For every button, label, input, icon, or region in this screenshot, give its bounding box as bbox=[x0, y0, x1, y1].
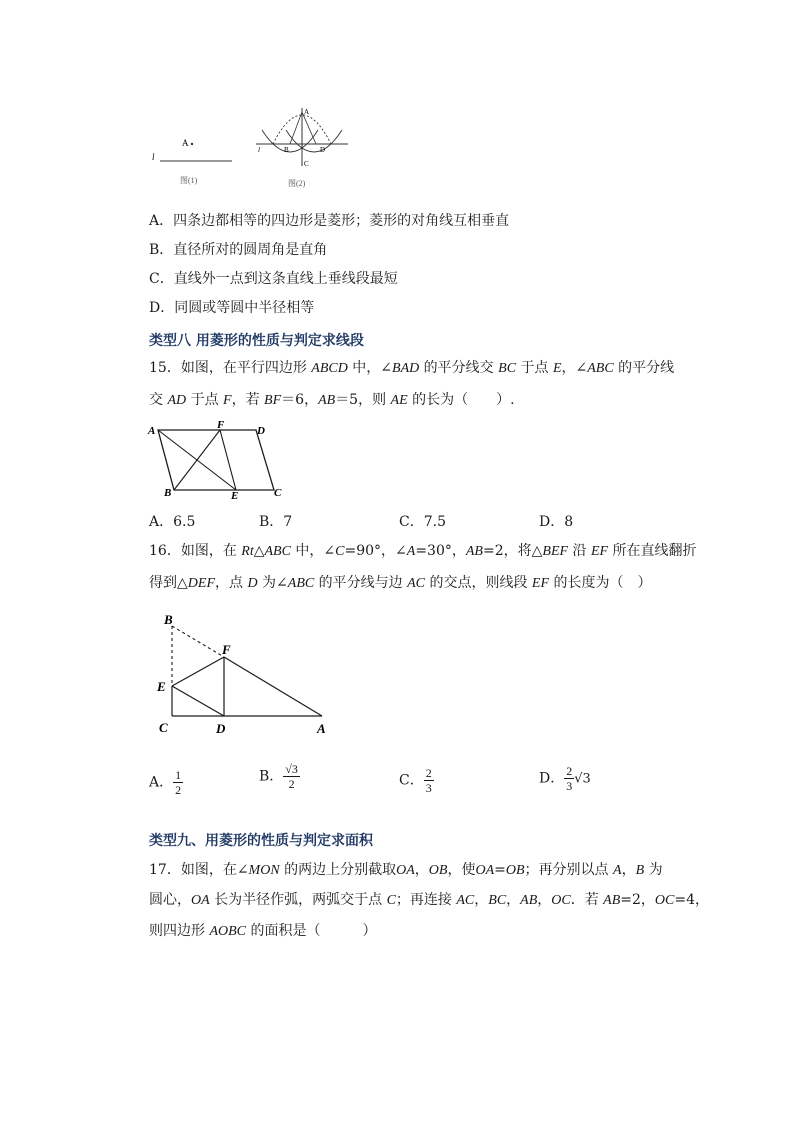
section-heading-9: 类型九、用菱形的性质与判定求面积 bbox=[149, 833, 373, 849]
q16-seg-bf-dashed bbox=[172, 626, 224, 657]
q15-seg-fe bbox=[220, 430, 236, 490]
q15-parallelogram bbox=[158, 430, 274, 490]
q15-option-d: D．8 bbox=[539, 514, 574, 530]
q15-line-1: 15．如图，在平行四边形 ABCD 中，∠BAD 的平分线交 BC 于点 E，∠ABC 的平分线 bbox=[149, 360, 675, 376]
fig2-arc-left bbox=[262, 130, 318, 152]
fig2-label-a: A bbox=[304, 108, 310, 116]
fig2-label-l: l bbox=[258, 146, 260, 154]
q14-option-c: C．直线外一点到这条直线上垂线段最短 bbox=[149, 271, 398, 287]
q14-option-b: B．直径所对的圆周角是直角 bbox=[149, 242, 328, 258]
section-heading-8: 类型八 用菱形的性质与判定求线段 bbox=[149, 333, 364, 349]
q15-line-2: 交 AD 于点 F，若 BF＝6，AB＝5，则 AE 的长为（ ）. bbox=[149, 392, 515, 408]
q15-option-b: B．7 bbox=[259, 514, 293, 530]
q17-line-3: 则四边形 AOBC 的面积是（ ） bbox=[149, 923, 377, 939]
q15-option-a: A．6.5 bbox=[149, 514, 196, 530]
fig2-label-c: C bbox=[304, 160, 309, 168]
fig2-label-d: D bbox=[320, 146, 326, 154]
fig2-seg-ac bbox=[290, 112, 302, 144]
q14-option-a: A．四条边都相等的四边形是菱形；菱形的对角线互相垂直 bbox=[149, 213, 510, 229]
q15-label-b: B bbox=[164, 487, 172, 499]
q16-label-e: E bbox=[157, 679, 166, 694]
q16-figure bbox=[150, 608, 350, 738]
fig2-seg-ad bbox=[302, 112, 316, 144]
construction-figures bbox=[140, 100, 380, 200]
q16-seg-ed bbox=[172, 686, 224, 716]
fig2-label-b: B bbox=[284, 146, 289, 154]
q16-label-b: B bbox=[164, 612, 173, 627]
q16-line-2: 得到△DEF，点 D 为∠ABC 的平分线与边 AC 的交点，则线段 EF 的长度为（ ） bbox=[149, 575, 652, 591]
q16-label-a: A bbox=[317, 721, 326, 736]
q15-label-f: F bbox=[217, 419, 225, 431]
q15-label-c: C bbox=[274, 487, 282, 499]
q16-line-1: 16．如图，在 Rt△ABC 中，∠C=90°，∠A=30°，AB=2，将△BEF 沿 EF 所在直线翻折 bbox=[149, 543, 697, 559]
q16-option-b: B． $\frac{√3}{2}$ bbox=[259, 762, 298, 791]
q15-label-a: A bbox=[148, 425, 156, 437]
q15-option-c: C．7.5 bbox=[399, 514, 446, 530]
q15-label-e: E bbox=[231, 490, 239, 502]
q16-label-f: F bbox=[222, 642, 231, 657]
q16-option-a: A． $\frac{1}{2}$ bbox=[149, 768, 182, 797]
fig1-caption: 图(1) bbox=[180, 176, 198, 185]
q16-label-c: C bbox=[159, 720, 168, 735]
q16-option-d: D． $\frac{2}{3}$ √3 bbox=[539, 764, 591, 793]
fig2-caption: 图(2) bbox=[288, 179, 306, 188]
fig1-point-label: A bbox=[182, 138, 189, 148]
q14-option-d: D．同圆或等圆中半径相等 bbox=[149, 300, 315, 316]
q17-line-2: 圆心，OA 长为半径作弧，两弧交于点 C；再连接 AC，BC，AB，OC．若 AB=2，OC=4， bbox=[149, 892, 710, 908]
q16-seg-fa bbox=[224, 657, 322, 716]
fig1-line-label: l bbox=[152, 152, 155, 162]
q16-label-d: D bbox=[216, 721, 226, 736]
q15-seg-bf bbox=[174, 430, 220, 490]
q16-option-c: C． $\frac{2}{3}$ bbox=[399, 766, 432, 795]
q15-label-d: D bbox=[257, 425, 265, 437]
q15-figure bbox=[140, 418, 300, 508]
q16-seg-ef bbox=[172, 657, 224, 686]
q17-line-1: 17．如图，在∠MON 的两边上分别截取OA，OB，使OA=OB；再分别以点 A，B 为 bbox=[149, 862, 663, 878]
